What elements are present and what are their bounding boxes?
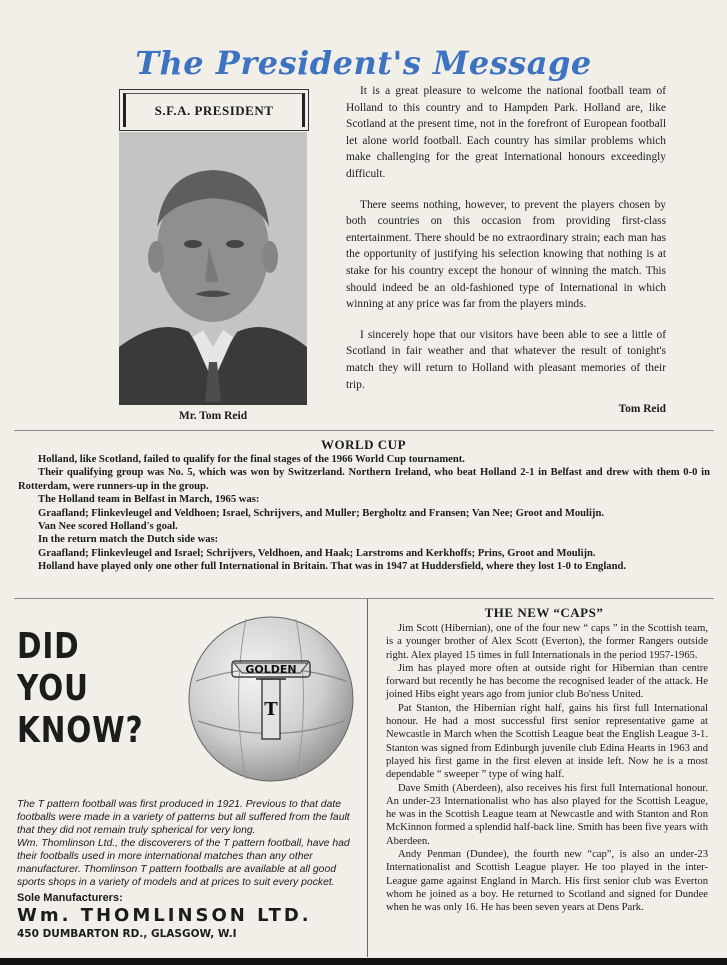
message-paragraph: It is a great pleasure to welcome the national football team of Holland to this country and to Hampden Park. Holland are, like Scotland at the present time, not in the forefront of European football let alone world football. Each country has similar problems which make challenging for the great International honours exceedingly difficult. bbox=[346, 85, 666, 180]
column-divider bbox=[367, 599, 368, 957]
caps-paragraph: Pat Stanton, the Hibernian right half, gains his first full International honour. He had a most successful first senior representative game at Newcastle in March when the Scottish League beat the English League 3-1. Stanton was signed from Edinburgh juvenile club Edina Hearts in 1963 and played his first game in the first eleven at inside left. Now he is a most dependable “ sweeper ” type of wing half. bbox=[386, 702, 708, 781]
section-divider bbox=[14, 430, 714, 431]
sole-manufacturers-label: Sole Manufacturers: bbox=[17, 892, 123, 904]
manufacturer-name: Wm. THOMLINSON LTD. bbox=[17, 905, 312, 926]
ball-letter: T bbox=[264, 699, 278, 720]
bottom-border bbox=[0, 958, 727, 965]
world-cup-heading: WORLD CUP bbox=[320, 437, 407, 452]
did-you-know-headline: DID YOU KNOW? bbox=[17, 626, 144, 751]
page-title: The President's Message bbox=[135, 44, 592, 82]
caps-paragraph: Dave Smith (Aberdeen), also receives his first full International honour. An under-23 Internationalist who has also played for the Scottish League, he was in the Scottish League team at Newcastle and with Stanton and Ron McKinnon formed a splendid half-back line. Smith has been five years with Aberdeen. bbox=[386, 782, 708, 847]
world-cup-line: Holland, like Scotland, failed to qualify for the final stages of the 1966 World Cup tournament. bbox=[38, 454, 465, 465]
message-signature: Tom Reid bbox=[618, 403, 666, 416]
message-paragraph: There seems nothing, however, to prevent the players chosen by both countries on this occasion from providing first-class entertainment. There should be no extraordinary strain; each man has the opportunity of justifying his selection knowing that nothing is at stake for his country except the honour of winning the match. This should indeed be an old-fashioned type of International in which winning at any price was far from the players minds. bbox=[346, 198, 666, 311]
message-paragraph: I sincerely hope that our visitors have been able to see a little of Scotland in fair weather and that whatever the result of tonight's match they will return to Holland with pleasant memories of their trip. bbox=[346, 328, 666, 391]
president-label-box bbox=[119, 89, 309, 131]
photo-caption: Mr. Tom Reid bbox=[178, 410, 248, 422]
manufacturer-address: 450 DUMBARTON RD., GLASGOW, W.I bbox=[17, 928, 237, 940]
world-cup-line: Graafland; Flinkevleugel and Veldhoen; Israel, Schrijvers, and Muller; Bergholtz and Fransen; Van Nee; Groot and Moulijn. bbox=[38, 507, 604, 519]
president-label: S.F.A. PRESIDENT bbox=[154, 102, 274, 118]
world-cup-line: Their qualifying group was No. 5, which was won by Switzerland. Northern Ireland, who beat Holland 2-1 in Belfast and drew with them 0-0 in Rotterdam, were runners-up in the group. bbox=[18, 467, 710, 492]
world-cup-line: Holland have played only one other full International in Britain. That was in 1947 at Huddersfield, where they lost 1-0 to England. bbox=[38, 561, 627, 573]
ad-paragraph: The T pattern football was first produced in 1921. Previous to that date footballs were made in a variety of patterns but all suffered from the fault that they did not remain truly spherical for very long. bbox=[17, 799, 350, 836]
ball-brand-label: GOLDEN bbox=[245, 663, 297, 676]
portrait-illustration bbox=[119, 132, 307, 405]
caps-paragraph: Jim has played more often at outside right for Hibernian than centre forward but recently he has become the recognised leader of the attack. He joined Hibs eight years ago from junior club Bo'ness United. bbox=[386, 662, 708, 701]
golden-t-football-image bbox=[186, 611, 356, 791]
president-portrait-photo bbox=[119, 132, 307, 405]
advertisement-text bbox=[17, 798, 353, 889]
ad-paragraph: Wm. Thomlinson Ltd., the discoverers of the T pattern football, have had their footballs used in more international matches than any other manufacturer. Thomlinson T pattern footballs are available at all good sports shops in a variety of models and at prices to suit every pocket. bbox=[17, 838, 350, 888]
world-cup-text bbox=[18, 453, 710, 574]
new-caps-heading: THE NEW “CAPS” bbox=[484, 605, 604, 620]
section-divider bbox=[14, 598, 714, 599]
president-message bbox=[346, 83, 666, 432]
caps-paragraph: Jim Scott (Hibernian), one of the four new “ caps ” in the Scottish team, is a younger brother of Alex Scott (Everton), the former Rangers outside right. Alex played 15 times in full Internationals in the period 1957-1965. bbox=[386, 623, 708, 661]
new-caps-text bbox=[386, 622, 708, 915]
caps-paragraph: Andy Penman (Dundee), the fourth new “cap”, is also an under-23 Internationalist and Scottish League player. He too played in the inter-League game against England in March. His first senior club was Everton whom he joined as a boy. He returned to Scotland and signed for Dundee when he was only 16. He has been seven years at Dens Park. bbox=[386, 849, 708, 914]
world-cup-line: Van Nee scored Holland's goal. bbox=[38, 521, 178, 533]
world-cup-line: In the return match the Dutch side was: bbox=[38, 534, 219, 546]
world-cup-line: Graafland; Flinkevleugel and Israel; Schrijvers, Veldhoen, and Haak; Larstroms and Kerkhoffs; Prins, Groot and Moulijn. bbox=[38, 547, 596, 559]
world-cup-line: The Holland team in Belfast in March, 1965 was: bbox=[38, 494, 260, 506]
